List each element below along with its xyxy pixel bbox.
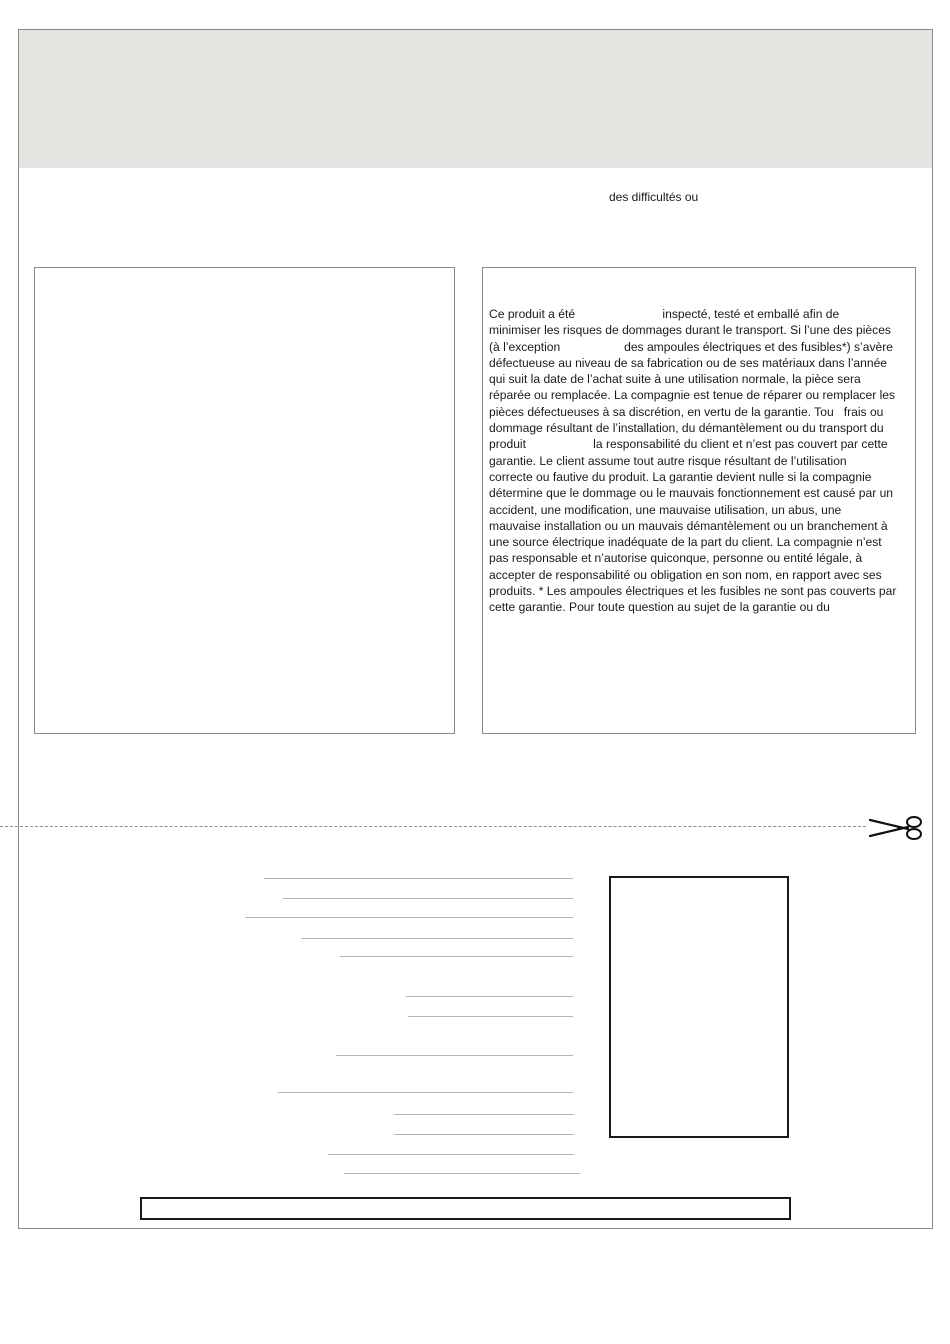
intro-text: des difficultés ou — [609, 190, 699, 204]
form-field-line[interactable] — [408, 1016, 573, 1017]
warranty-line: pas responsable et n’autorise quiconque, personne ou entité légale, à — [489, 551, 863, 566]
warranty-box — [482, 267, 916, 734]
form-field-line[interactable] — [283, 898, 573, 899]
form-field-line[interactable] — [245, 917, 573, 918]
warranty-line: produits. * Les ampoules électriques et les fusibles ne sont pas couverts par — [489, 584, 897, 599]
form-field-line[interactable] — [394, 1134, 574, 1135]
warranty-line: (à l’exception des ampoules électriques et des fusibles*) s’avère — [489, 339, 893, 354]
warranty-line: minimiser les risques de dommages durant le transport. Si l’une des pièces — [489, 323, 891, 338]
warranty-line: détermine que le dommage ou le mauvais fonctionnement est causé par un — [489, 486, 894, 501]
warranty-line: réparée ou remplacée. La compagnie est tenue de réparer ou remplacer les — [489, 388, 896, 403]
warranty-line: accepter de responsabilité ou obligation en son nom, en rapport avec ses — [489, 567, 882, 582]
scissors-icon — [868, 814, 924, 842]
form-field-line[interactable] — [406, 996, 573, 997]
form-field-line[interactable] — [328, 1154, 574, 1155]
header-band — [19, 30, 932, 168]
cut-line — [0, 826, 866, 827]
warranty-line: produit la responsabilité du client et n’est pas couvert par cette — [489, 437, 888, 452]
form-field-line[interactable] — [278, 1092, 573, 1093]
form-field-line[interactable] — [394, 1114, 574, 1115]
form-field-line[interactable] — [264, 878, 573, 879]
warranty-line: mauvaise installation ou un mauvais démantèlement ou un branchement à — [489, 518, 888, 533]
left-content-box — [34, 267, 455, 734]
form-field-line[interactable] — [301, 938, 573, 939]
warranty-line: qui suit la date de l’achat suite à une utilisation normale, la pièce sera — [489, 372, 861, 387]
form-field-line[interactable] — [336, 1055, 573, 1056]
form-field-line[interactable] — [340, 956, 573, 957]
warranty-line: accident, une modification, une mauvaise utilisation, un abus, une — [489, 502, 842, 517]
warranty-text — [489, 306, 917, 616]
warranty-line: correcte ou fautive du produit. La garantie devient nulle si la compagnie — [489, 469, 872, 484]
warranty-line: Ce produit a été inspecté, testé et emballé afin de — [489, 307, 840, 321]
warranty-line: pièces défectueuses à sa discrétion, en vertu de la garantie. Tou frais ou — [489, 404, 884, 419]
warranty-line: dommage résultant de l’installation, du démantèlement ou du transport du — [489, 421, 884, 436]
warranty-line: cette garantie. Pour toute question au sujet de la garantie ou du — [489, 600, 830, 615]
warranty-line: une source électrique inadéquate de la part du client. La compagnie n’est — [489, 535, 882, 550]
stamp-box — [609, 876, 789, 1138]
bottom-address-bar — [140, 1197, 791, 1220]
form-field-line[interactable] — [344, 1173, 580, 1174]
warranty-line: défectueuse au niveau de sa fabrication ou de ses matériaux dans l’année — [489, 355, 888, 370]
warranty-line: garantie. Le client assume tout autre risque résultant de l’utilisation — [489, 453, 847, 468]
